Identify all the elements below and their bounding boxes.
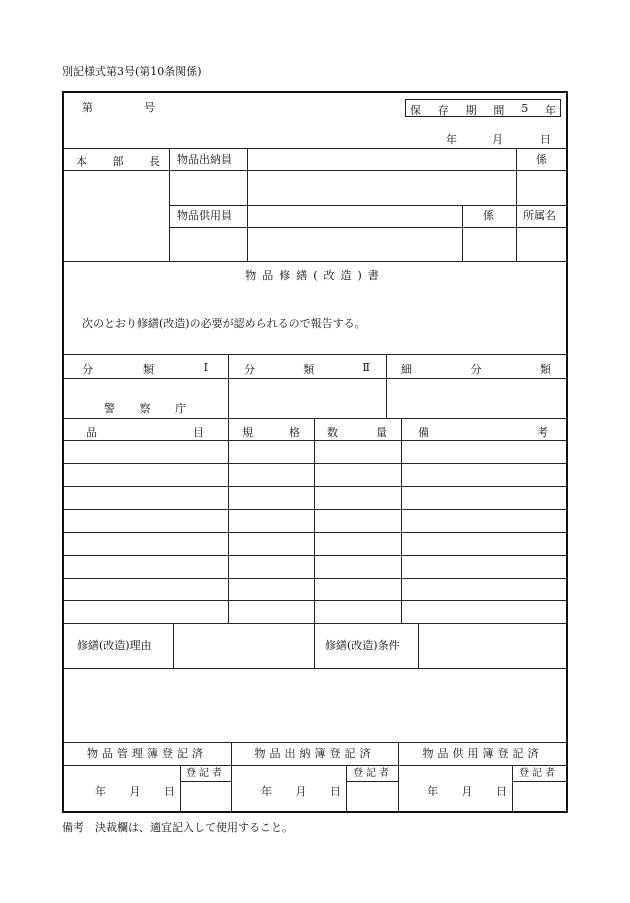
grid-line	[63, 765, 567, 766]
report-body: 次のとおり修繕(改造)の必要が認められるので報告する。	[82, 317, 366, 330]
grid-line	[512, 781, 567, 782]
shozoku-label: 所属名	[523, 209, 556, 222]
kakari-label: 係	[536, 153, 547, 166]
register-title: 物品管理簿登記済	[87, 747, 207, 760]
divider	[63, 742, 567, 743]
table-row	[63, 600, 567, 601]
grid-line	[169, 227, 567, 228]
grid-line	[63, 378, 567, 379]
table-row	[63, 509, 567, 510]
date-year: 年	[446, 133, 457, 146]
bunrui1-label: 分 類 Ⅰ	[82, 361, 208, 376]
table-row	[63, 440, 567, 441]
grid-line	[401, 418, 402, 623]
register-title: 物品供用簿登記済	[422, 747, 543, 760]
register-date: 年 月 日	[95, 785, 175, 798]
retention-char: 年	[544, 104, 556, 117]
grid-line	[346, 765, 347, 812]
grid-line	[169, 205, 567, 206]
number-dai: 第	[82, 101, 93, 114]
repair-condition-label: 修繕(改造)条件	[325, 639, 400, 652]
form-label: 別記様式第3号(第10条関係)	[62, 65, 202, 78]
col-header-hinmoku: 品 目	[86, 426, 204, 439]
divider	[63, 623, 567, 624]
retention-period-box	[405, 99, 561, 117]
grid-line	[462, 205, 463, 261]
saibunrui-label: 細 分 類	[401, 363, 551, 376]
retention-char: 期	[465, 104, 477, 117]
bunrui2-label: 分 類 Ⅱ	[244, 361, 370, 376]
date-month: 月	[492, 133, 503, 146]
grid-line	[418, 623, 419, 668]
retention-char: 保	[410, 104, 421, 117]
col-header-suuryou: 数 量	[327, 426, 387, 439]
registrar-label: 登記者	[519, 768, 558, 779]
col-header-bikou: 備 考	[418, 426, 548, 439]
grid-line	[314, 623, 315, 668]
footer-note: 備考 決裁欄は、適宜記入して使用すること。	[62, 821, 293, 834]
bunrui1-value: 警 察 庁	[104, 402, 186, 415]
grid-line	[386, 354, 387, 418]
retention-char: 間	[493, 104, 505, 117]
retention-char: 5	[521, 102, 529, 115]
grid-line	[63, 668, 567, 669]
date-day: 日	[540, 133, 551, 146]
col-header-kikaku: 規 格	[242, 426, 300, 439]
grid-line	[516, 205, 517, 261]
grid-line	[346, 781, 398, 782]
grid-line	[228, 418, 229, 623]
report-title: 物品修繕(改造)書	[245, 269, 385, 282]
suitou-label: 物品出納員	[177, 153, 232, 166]
kyoyou-label: 物品供用員	[177, 209, 232, 222]
grid-line	[228, 354, 229, 418]
grid-line	[512, 765, 513, 812]
register-date: 年 月 日	[261, 785, 341, 798]
number-gou: 号	[144, 101, 155, 114]
registrar-label: 登記者	[353, 768, 392, 779]
divider	[63, 261, 567, 262]
honbucho-label: 本 部 長	[76, 155, 160, 168]
divider	[63, 354, 567, 355]
register-title: 物品出納簿登記済	[254, 747, 375, 760]
grid-line	[516, 148, 517, 205]
table-row	[63, 555, 567, 556]
divider	[63, 148, 567, 149]
table-row	[63, 486, 567, 487]
table-row	[63, 532, 567, 533]
grid-line	[173, 623, 174, 668]
grid-line	[180, 765, 181, 812]
kakari2-label: 係	[483, 209, 494, 222]
registrar-label: 登記者	[186, 768, 225, 779]
divider	[63, 418, 567, 419]
repair-reason-label: 修繕(改造)理由	[77, 639, 152, 652]
grid-line	[314, 418, 315, 623]
grid-line	[63, 170, 567, 171]
form-frame	[62, 91, 568, 813]
table-row	[63, 578, 567, 579]
grid-line	[180, 781, 231, 782]
retention-char: 存	[437, 104, 449, 117]
register-date: 年 月 日	[427, 785, 507, 798]
table-row	[63, 463, 567, 464]
